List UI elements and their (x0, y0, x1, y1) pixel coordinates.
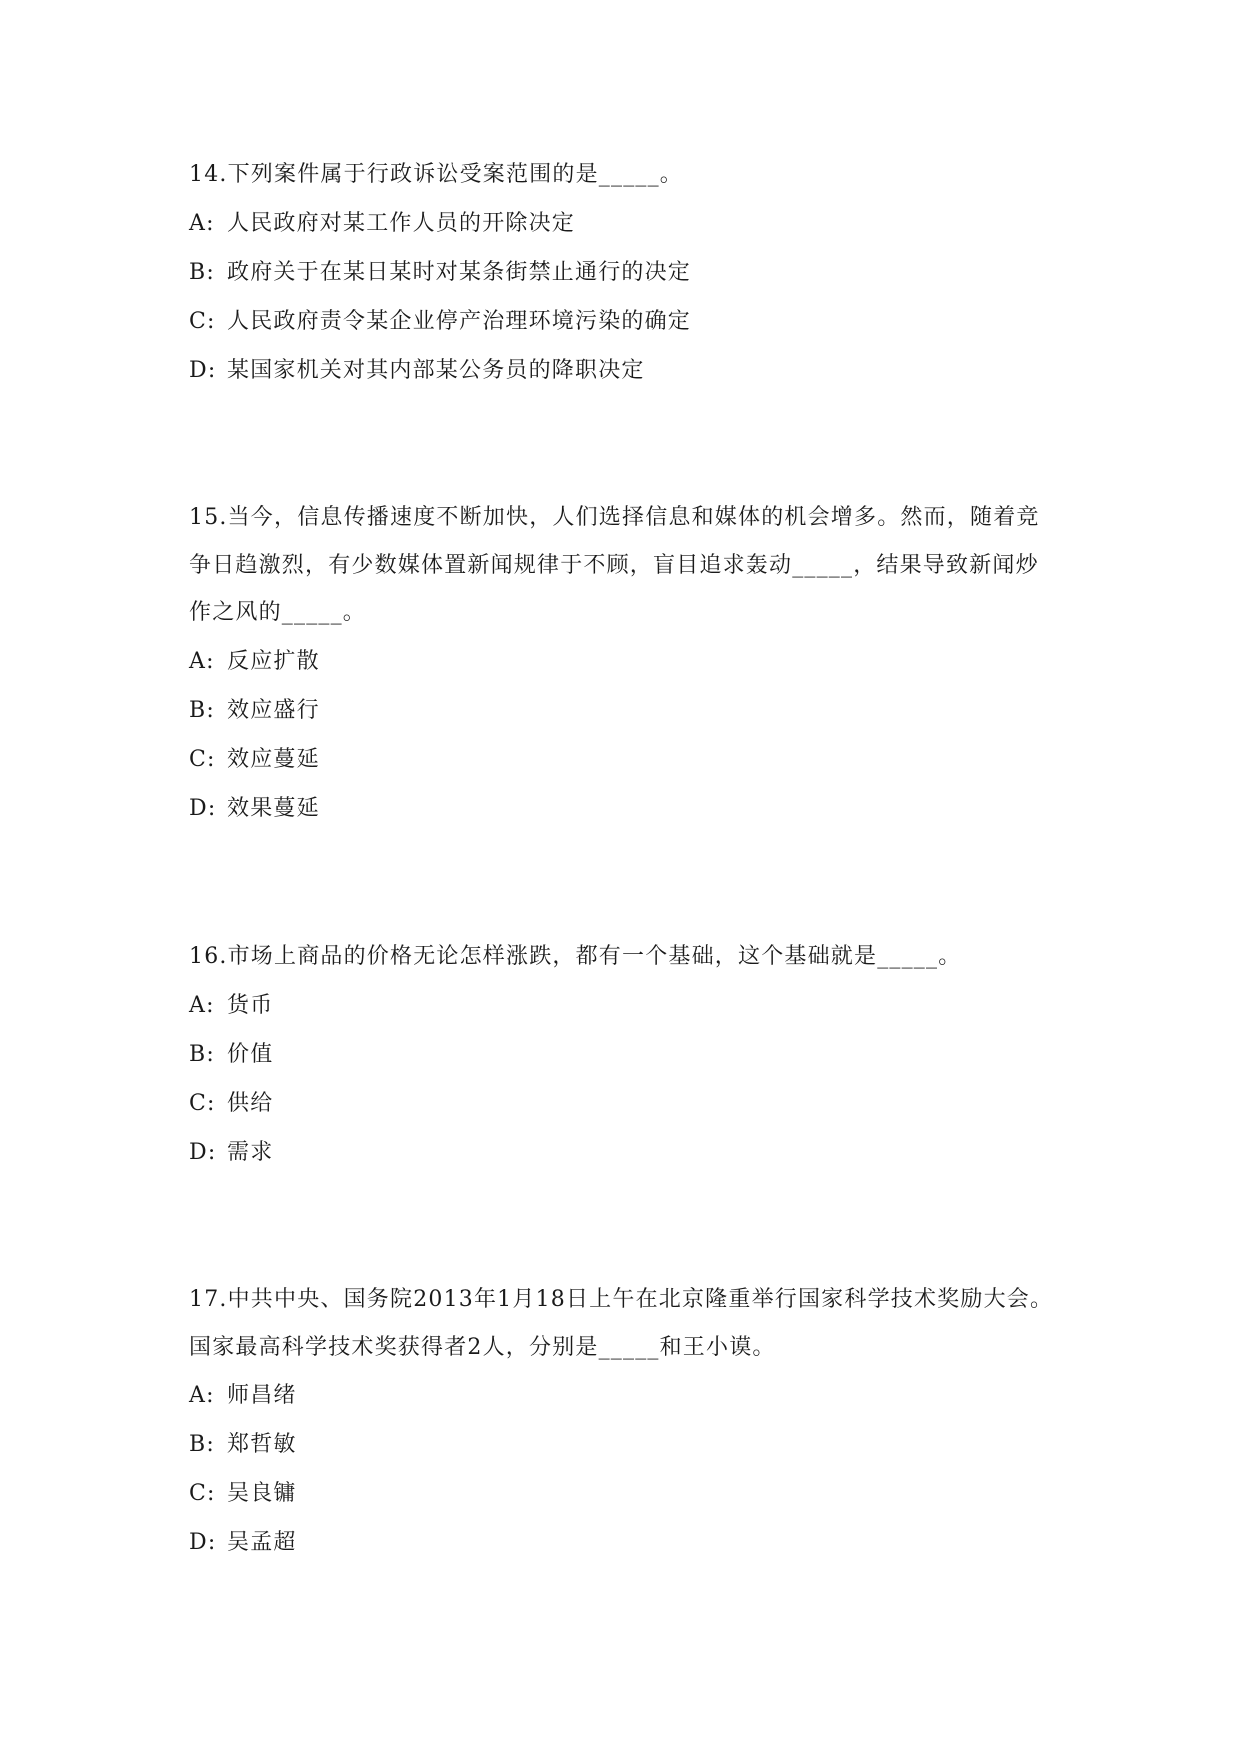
option-text: 效应盛行 (227, 697, 320, 723)
option-label: A: (189, 648, 215, 674)
option-label: A: (189, 992, 215, 1018)
option-label: C: (189, 1090, 216, 1116)
option-d (189, 1518, 1059, 1567)
option-text: 价值 (227, 1041, 274, 1067)
question-16 (189, 933, 1059, 1177)
option-b (189, 1420, 1059, 1469)
option-label: A: (189, 210, 215, 236)
option-text: 效应蔓延 (227, 746, 320, 772)
option-a (189, 981, 1059, 1030)
option-label: A: (189, 1383, 215, 1408)
option-label: B: (189, 1432, 215, 1457)
option-text: 郑哲敏 (227, 1432, 297, 1457)
option-text: 效果蔓延 (227, 795, 320, 821)
question-stem: 15.当今，信息传播速度不断加快，人们选择信息和媒体的机会增多。然而，随着竞争日趋激烈，有少数媒体置新闻规律于不顾，盲目追求轰动_____，结果导致新闻炒作之风的_____。 (189, 505, 1040, 625)
question-stem: 14.下列案件属于行政诉讼受案范围的是_____。 (189, 162, 683, 187)
option-text: 需求 (227, 1139, 274, 1165)
option-text: 政府关于在某日某时对某条街禁止通行的决定 (227, 259, 692, 285)
option-text: 吴孟超 (227, 1530, 297, 1555)
option-c (189, 1469, 1059, 1518)
option-label: C: (189, 308, 216, 334)
option-label: C: (189, 1481, 216, 1506)
option-b (189, 1030, 1059, 1079)
option-text: 师昌绪 (227, 1383, 297, 1408)
option-label: D: (189, 1530, 217, 1555)
option-text: 某国家机关对其内部某公务员的降职决定 (227, 357, 645, 383)
option-a (189, 199, 1059, 248)
question-stem: 16.市场上商品的价格无论怎样涨跌，都有一个基础，这个基础就是_____。 (189, 944, 962, 969)
question-17 (189, 1276, 1059, 1567)
option-a (189, 1371, 1059, 1420)
option-c (189, 735, 1059, 784)
option-text: 反应扩散 (227, 648, 320, 674)
option-text: 人民政府对某工作人员的开除决定 (227, 210, 576, 236)
option-d (189, 346, 1059, 395)
question-14 (189, 151, 1059, 395)
option-c (189, 297, 1059, 346)
option-label: D: (189, 795, 217, 821)
option-b (189, 248, 1059, 297)
option-label: C: (189, 746, 216, 772)
option-label: D: (189, 357, 217, 383)
option-text: 供给 (227, 1090, 274, 1116)
option-d (189, 1128, 1059, 1177)
question-15 (189, 494, 1059, 833)
option-d (189, 784, 1059, 833)
option-label: B: (189, 259, 215, 285)
option-label: B: (189, 697, 215, 723)
option-label: B: (189, 1041, 215, 1067)
question-stem: 17.中共中央、国务院2013年1月18日上午在北京隆重举行国家科学技术奖励大会。国家最高科学技术奖获得者2人，分别是_____和王小谟。 (189, 1287, 1054, 1360)
option-text: 吴良镛 (227, 1481, 297, 1506)
option-label: D: (189, 1139, 217, 1165)
option-text: 货币 (227, 992, 274, 1018)
option-text: 人民政府责令某企业停产治理环境污染的确定 (227, 308, 692, 334)
option-a (189, 637, 1059, 686)
option-c (189, 1079, 1059, 1128)
option-b (189, 686, 1059, 735)
